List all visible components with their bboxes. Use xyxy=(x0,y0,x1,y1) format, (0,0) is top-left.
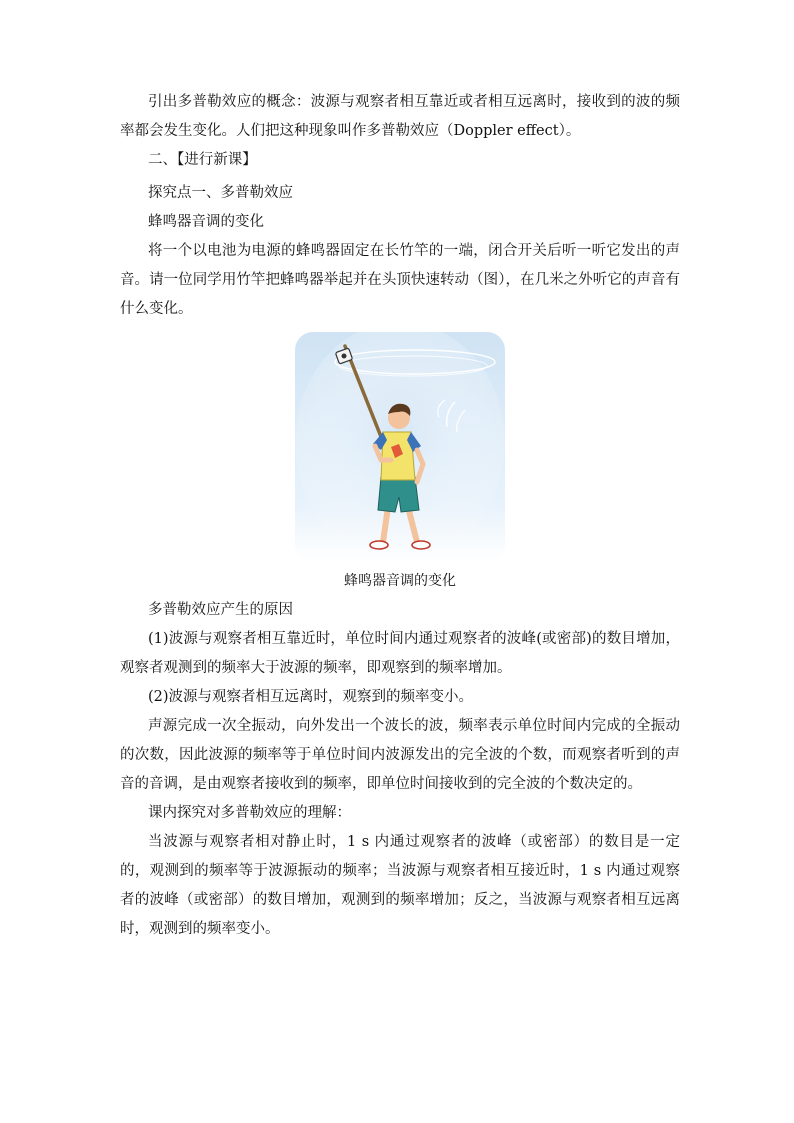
figure-buzzer xyxy=(120,332,680,594)
subheading-in-class-exploration: 课内探究对多普勒效应的理解： xyxy=(148,805,351,821)
subheading-exploration-point-1: 探究点一、多普勒效应 xyxy=(148,185,293,201)
document-page xyxy=(120,88,680,944)
figure-caption: 蜂鸣器音调的变化 xyxy=(344,573,456,589)
boy-spinning-buzzer-icon xyxy=(295,332,505,562)
subheading-doppler-causes: 多普勒效应产生的原因 xyxy=(148,602,293,618)
paragraph-understanding-doppler: 当波源与观察者相对静止时，1 s 内通过观察者的波峰（或密部）的数目是一定的，观测到的频率等于波源振动的频率；当波源与观察者相互接近时，1 s 内通过观察者的波峰（或密部）的数目增加，观测到的频率增加；反之，当波源与观察者相互远离时，观测到的频率变小。 xyxy=(120,834,680,937)
section-heading-new-lesson: 二、【进行新课】 xyxy=(148,152,257,168)
subheading-buzzer-pitch: 蜂鸣器音调的变化 xyxy=(148,214,264,230)
paragraph-buzzer-experiment: 将一个以电池为电源的蜂鸣器固定在长竹竿的一端，闭合开关后听一听它发出的声音。请一位同学用竹竿把蜂鸣器举起并在头顶快速转动（图），在几米之外听它的声音有什么变化。 xyxy=(120,243,680,317)
paragraph-frequency-explanation: 声源完成一次全振动，向外发出一个波长的波，频率表示单位时间内完成的全振动的次数，因此波源的频率等于单位时间内波源发出的完全波的个数，而观察者听到的声音的音调，是由观察者接收到的频率，即单位时间接收到的完全波的个数决定的。 xyxy=(120,718,680,792)
paragraph-receding: (2)波源与观察者相互远离时，观察到的频率变小。 xyxy=(148,689,474,705)
paragraph-doppler-concept: 引出多普勒效应的概念：波源与观察者相互靠近或者相互远离时，接收到的波的频率都会发生变化。人们把这种现象叫作多普勒效应（Doppler effect）。 xyxy=(120,94,680,139)
paragraph-approaching: (1)波源与观察者相互靠近时，单位时间内通过观察者的波峰(或密部)的数目增加，观察者观测到的频率大于波源的频率，即观察到的频率增加。 xyxy=(120,631,680,676)
